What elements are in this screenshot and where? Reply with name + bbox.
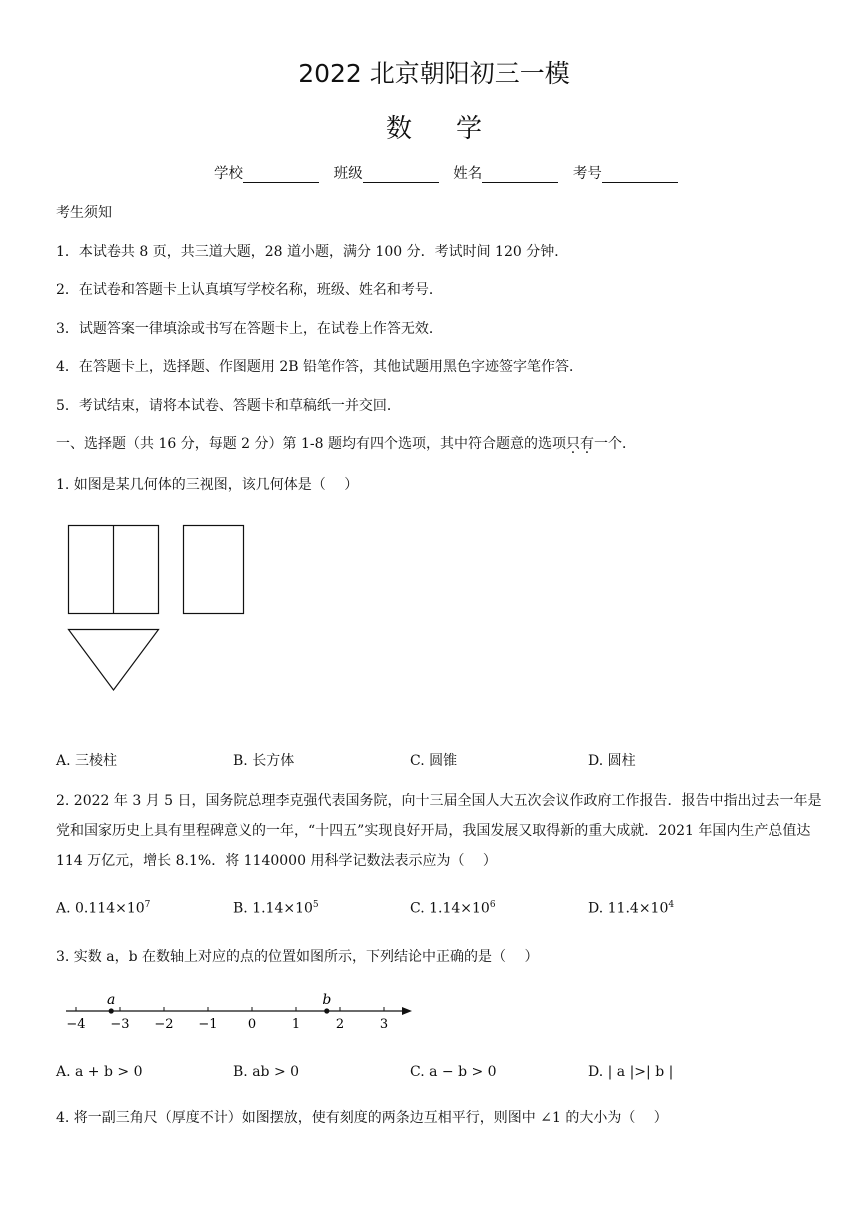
number-line-tick-label: 1 [291, 1017, 301, 1032]
point-b-dot [324, 1008, 329, 1013]
q2-option-a[interactable]: A. $0.114\times 10^7$ [56, 900, 151, 917]
notice-item: 1．本试卷共 8 页，共三道大题，28 道小题，满分 100 分．考试时间 120 分钟． [56, 244, 569, 260]
notice-item: 5．考试结束，请将本试卷、答题卡和草稿纸一并交回． [56, 398, 401, 414]
class-label: 班级 [333, 166, 363, 182]
question-1-stem: 1. 如图是某几何体的三视图，该几何体是（ ） [56, 477, 359, 493]
three-view-figure [60, 518, 260, 698]
number-line-tick-label: −2 [154, 1017, 174, 1032]
question-4-stem: 4. 将一副三角尺（厚度不计）如图摆放，使有刻度的两条边互相平行，则图中 ∠1 的大小为（ ） [56, 1110, 668, 1126]
number-line-figure [56, 988, 426, 1036]
point-a-label: a [107, 992, 116, 1008]
q3-option-b[interactable]: B. ab > 0 [233, 1064, 300, 1080]
q3-option-a[interactable]: A. a + b > 0 [56, 1064, 143, 1080]
number-line-tick-label: −1 [198, 1017, 218, 1032]
student-info-line [214, 162, 688, 183]
number-line-tick-label: 0 [247, 1017, 257, 1032]
point-a-dot [109, 1008, 114, 1013]
section-heading: 一、选择题（共 16 分，每题 2 分）第 1-8 题均有四个选项，其中符合题意的选项只有一个． [56, 436, 636, 452]
top-view-triangle [69, 630, 159, 691]
school-label: 学校 [214, 166, 243, 182]
side-view [184, 526, 244, 614]
q2-option-d[interactable]: D. $11.4\times 10^4$ [588, 900, 675, 917]
question-3-stem: 3. 实数 a，b 在数轴上对应的点的位置如图所示，下列结论中正确的是（ ） [56, 949, 539, 965]
q2-option-c[interactable]: C. $1.14\times 10^6$ [410, 900, 496, 917]
q1-option-c[interactable]: C. 圆锥 [410, 753, 458, 769]
class-blank[interactable] [363, 168, 439, 183]
school-blank[interactable] [243, 168, 319, 183]
page-title: 2022 北京朝阳初三一模 [298, 59, 570, 88]
number-line-tick-label: −3 [110, 1017, 130, 1032]
q3-option-c[interactable]: C. a − b > 0 [410, 1064, 497, 1080]
q1-option-a[interactable]: A. 三棱柱 [56, 753, 118, 769]
question-2-stem: 2. 2022 年 3 月 5 日，国务院总理李克强代表国务院，向十三届全国人大五次会议作政府工作报告．报告中指出过去一年是党和国家历史上具有里程碑意义的一年，“十四五”实现良好开局，我国发展又取得新的重大成就．2021 年国内生产总值达 114 万亿元，增长 8.1%．将 1140000 用科学记数法表示应为（ ） [56, 793, 822, 869]
notice-heading: 考生须知 [56, 205, 112, 221]
number-line-arrow [402, 1007, 412, 1015]
exam-number-label: 考号 [572, 166, 602, 182]
notice-item: 3．试题答案一律填涂或书写在答题卡上，在试卷上作答无效． [56, 321, 443, 337]
name-blank[interactable] [482, 168, 558, 183]
number-line-tick-label: 3 [379, 1017, 389, 1032]
point-b-label: b [322, 992, 332, 1008]
notice-item: 4．在答题卡上，选择题、作图题用 2B 铅笔作答，其他试题用黑色字迹签字笔作答． [56, 359, 584, 375]
q3-option-d[interactable]: D. | a |>| b | [588, 1064, 674, 1080]
q2-option-b[interactable]: B. $1.14\times 10^5$ [233, 900, 319, 917]
number-line-tick-label: −4 [66, 1017, 86, 1032]
name-label: 姓名 [453, 166, 483, 182]
subject-title: 数学 [385, 114, 526, 144]
q1-option-b[interactable]: B. 长方体 [233, 753, 295, 769]
number-line-tick-label: 2 [335, 1017, 345, 1032]
exam-number-blank[interactable] [602, 168, 678, 183]
notice-item: 2．在试卷和答题卡上认真填写学校名称，班级、姓名和考号． [56, 282, 443, 298]
q1-option-d[interactable]: D. 圆柱 [588, 753, 636, 769]
